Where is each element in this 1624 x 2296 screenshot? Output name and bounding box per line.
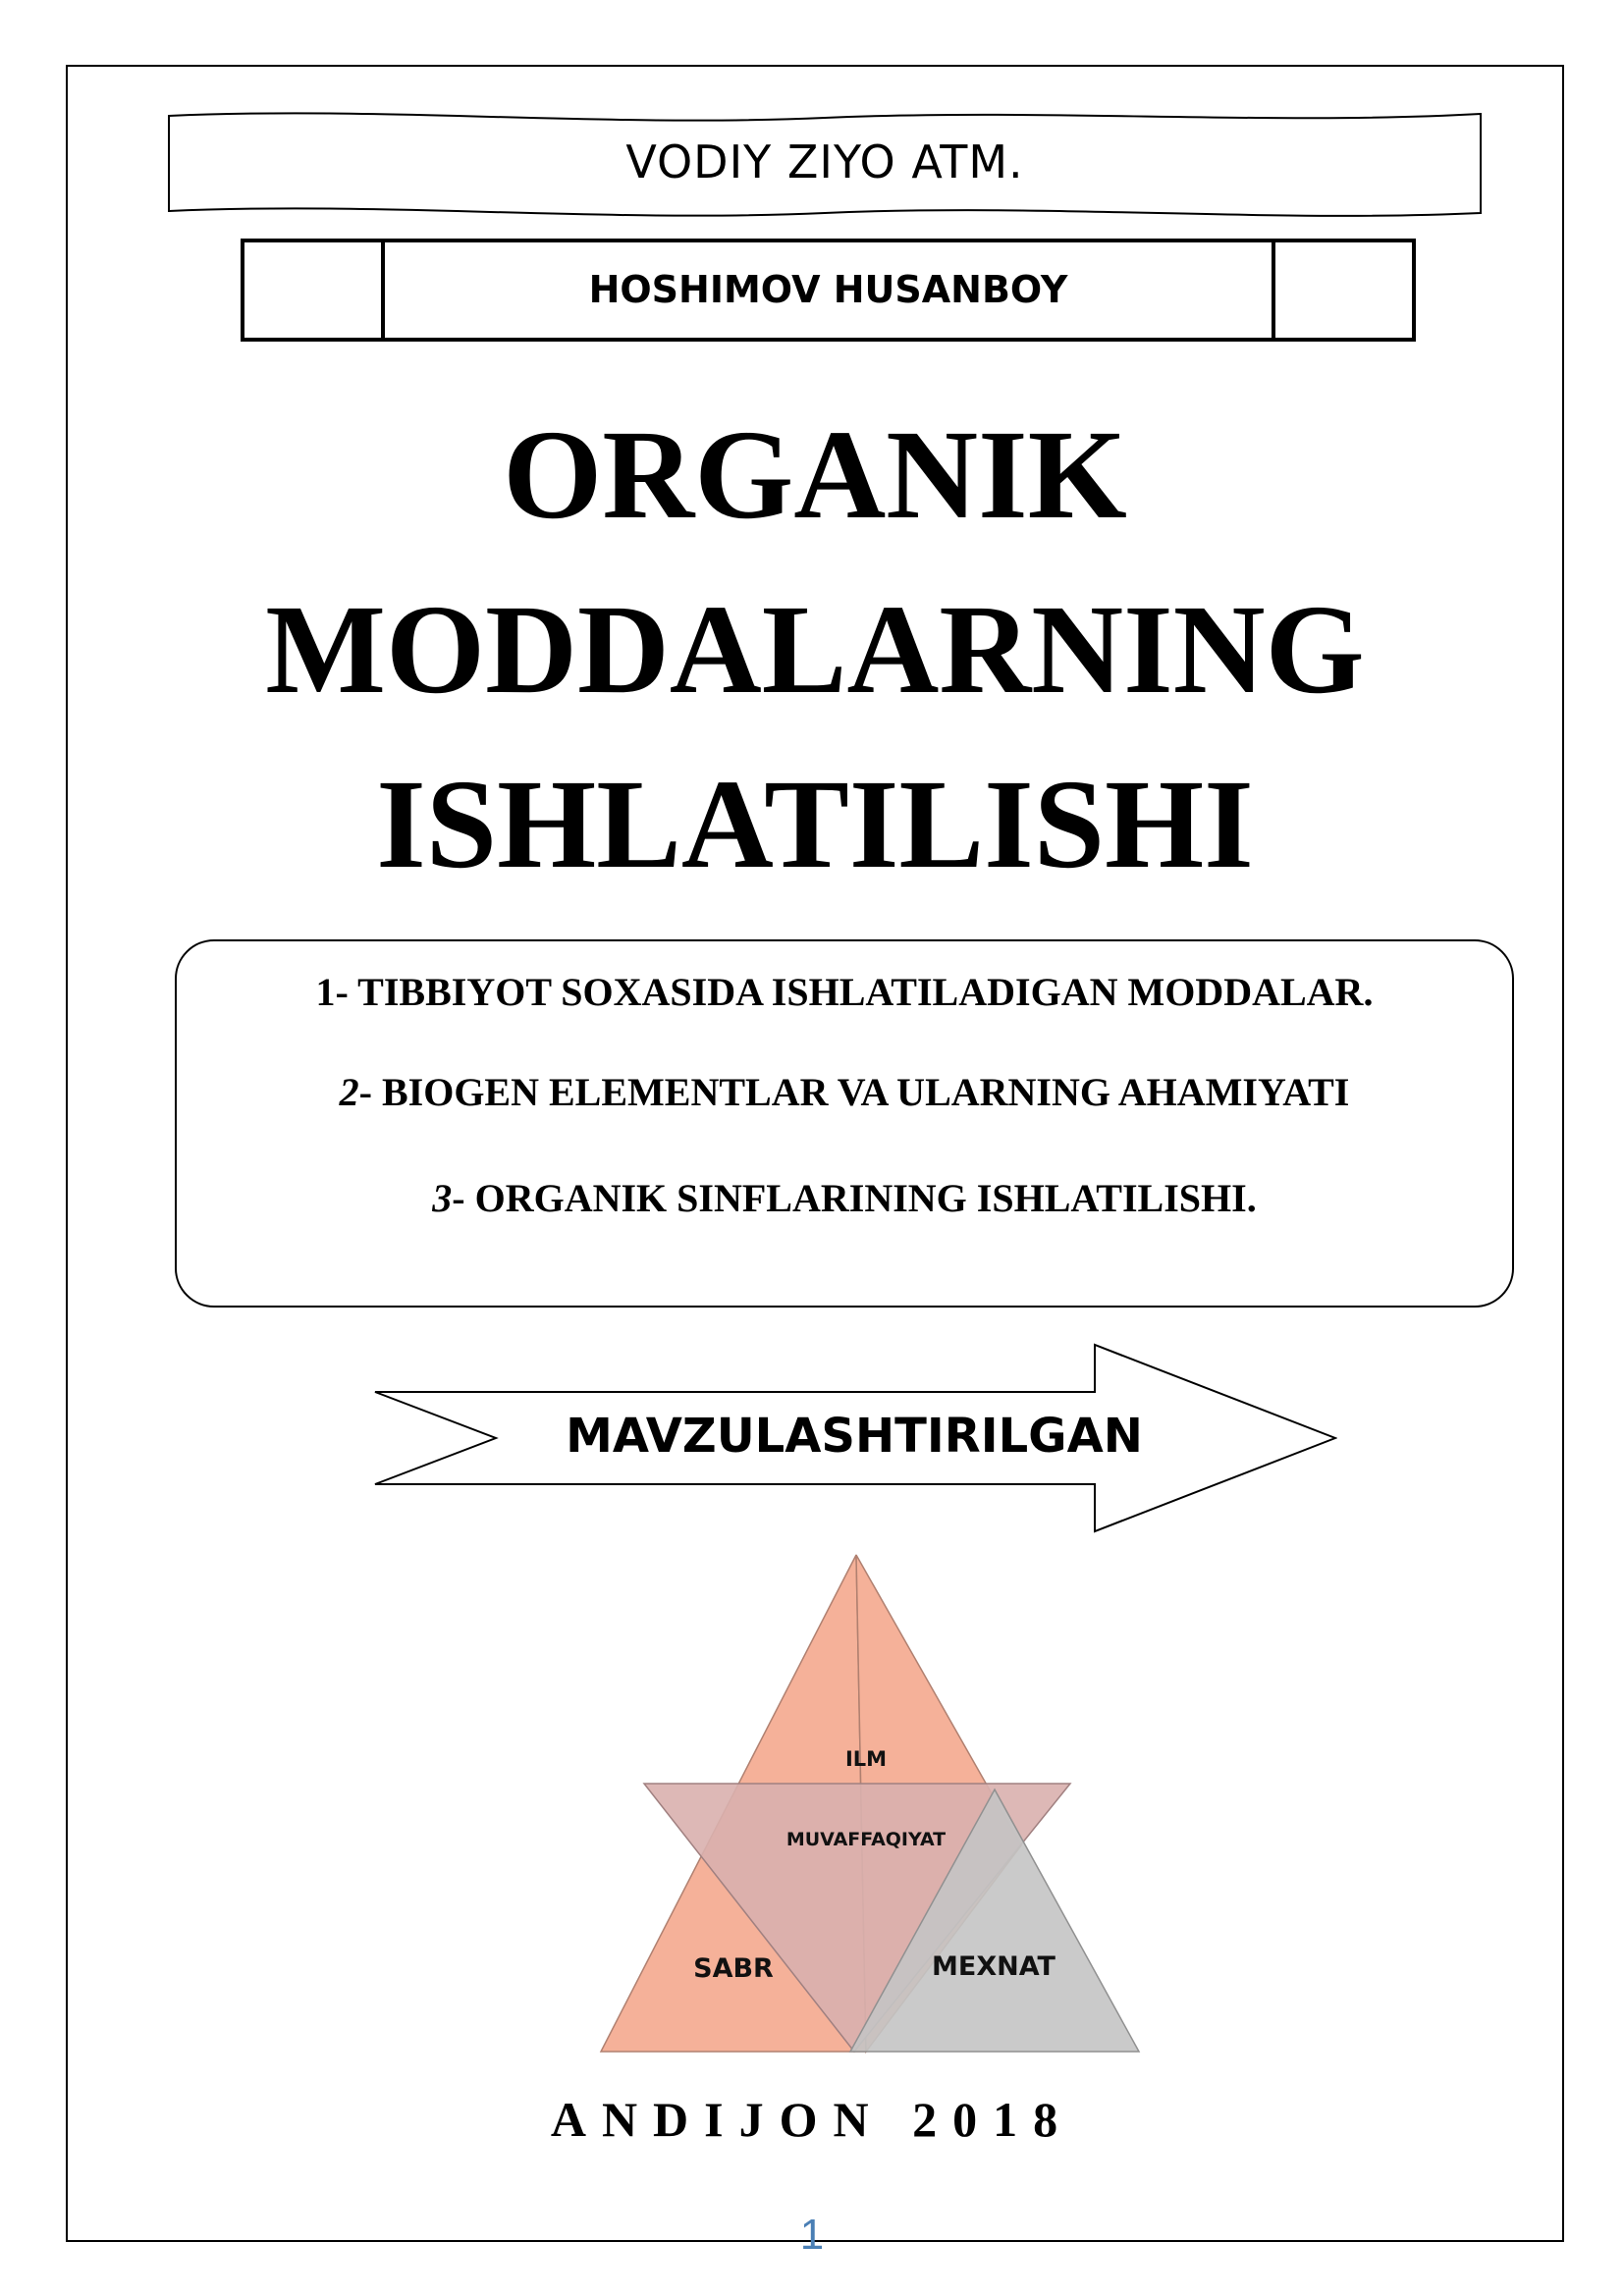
author-box bbox=[241, 239, 1416, 342]
diagram-label-center: MUVAFFAQIYAT bbox=[785, 1829, 947, 1850]
topic-3 bbox=[177, 1175, 1512, 1221]
topic-2-text: - BIOGEN ELEMENTLAR VA ULARNING AHAMIYATI bbox=[358, 1070, 1350, 1114]
diagram-label-left: SABR bbox=[693, 1953, 774, 1984]
topic-1 bbox=[177, 969, 1512, 1015]
title-line-1: ORGANIK bbox=[503, 404, 1127, 546]
title-line-2: MODDALARNING bbox=[265, 579, 1365, 721]
diagram-label-right: MEXNAT bbox=[932, 1951, 1056, 1982]
author-box-right-cell bbox=[1272, 242, 1412, 338]
topic-1-text: - TIBBIYOT SOXASIDA ISHLATILADIGAN MODDALAR. bbox=[335, 970, 1374, 1014]
footer-city-year: ANDIJON 2018 bbox=[550, 2092, 1074, 2147]
diagram-label-top: ILM bbox=[844, 1747, 888, 1771]
author-name: HOSHIMOV HUSANBOY bbox=[588, 268, 1068, 311]
author-box-left-cell bbox=[244, 242, 385, 338]
topic-3-text: - ORGANIK SINFLARINING ISHLATILISHI. bbox=[452, 1176, 1257, 1220]
page-number: 1 bbox=[799, 2211, 825, 2259]
topic-2-number: 2 bbox=[339, 1070, 359, 1114]
topic-3-number: 3 bbox=[432, 1176, 453, 1220]
topic-2 bbox=[177, 1069, 1512, 1115]
topics-box bbox=[175, 939, 1514, 1308]
arrow-label: MAVZULASHTIRILGAN bbox=[566, 1409, 1143, 1464]
topic-1-number: 1 bbox=[315, 970, 336, 1014]
main-title bbox=[98, 388, 1532, 912]
triangle-diagram bbox=[589, 1551, 1149, 2061]
banner-title: VODIY ZIYO ATM. bbox=[625, 135, 1024, 188]
title-line-3: ISHLATILISHI bbox=[376, 754, 1254, 895]
